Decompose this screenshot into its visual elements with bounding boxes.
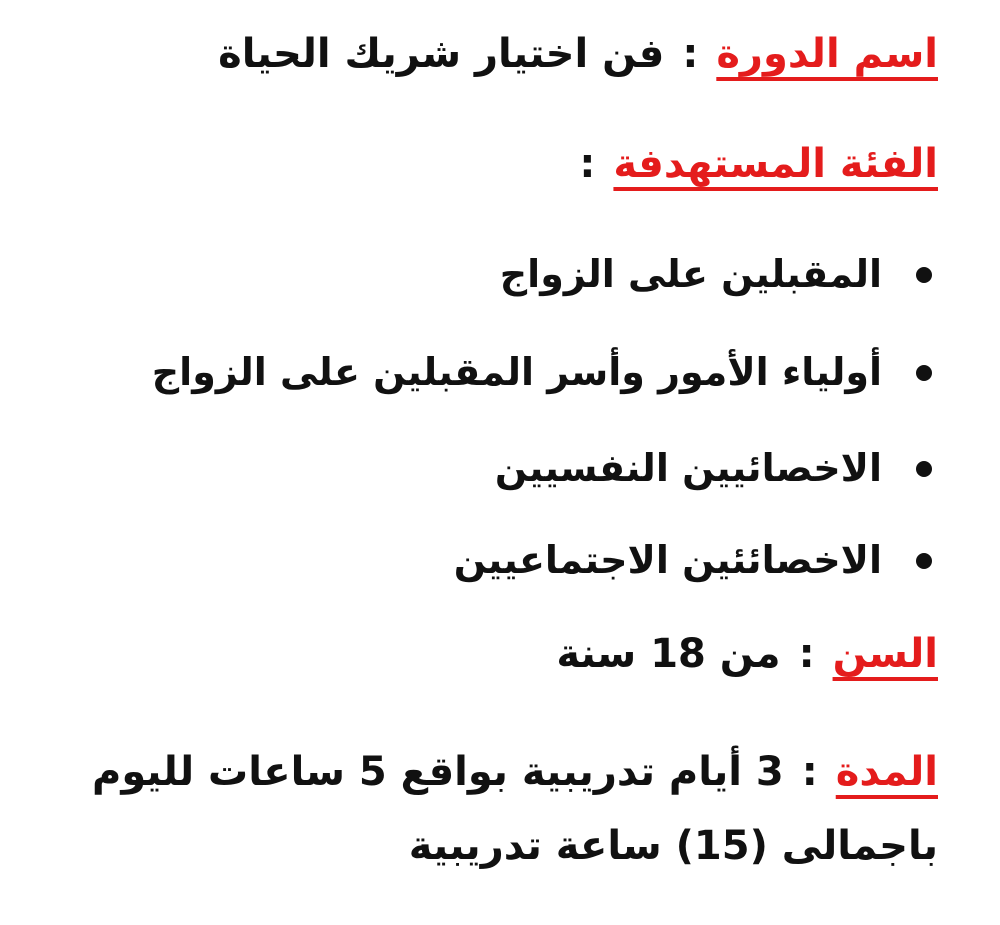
- bullet-dot-icon: [916, 365, 932, 381]
- duration-continuation-line: [40, 822, 938, 870]
- bullet-dot-icon: [916, 461, 932, 477]
- audience-list-item: [40, 538, 932, 584]
- duration-separator: :: [801, 749, 818, 795]
- course-name-separator: :: [682, 31, 699, 77]
- audience-list-item: [40, 350, 932, 396]
- audience-item-text: الاخصائئين الاجتماعيين: [453, 538, 882, 582]
- duration-value-line2: باجمالى (15) ساعة تدريبية: [408, 823, 938, 869]
- bullet-dot-icon: [916, 553, 932, 569]
- audience-heading-line: [40, 140, 938, 188]
- audience-item-text: أولياء الأمور وأسر المقبلين على الزواج: [151, 350, 882, 394]
- course-name-line: [40, 30, 938, 78]
- duration-label: المدة: [835, 749, 938, 795]
- audience-item-text: الاخصائيين النفسيين: [494, 446, 882, 490]
- audience-separator: :: [579, 141, 596, 187]
- age-value: من 18 سنة: [556, 631, 781, 677]
- audience-list-item: [40, 252, 932, 298]
- duration-line: [40, 748, 938, 796]
- bullet-dot-icon: [916, 267, 932, 283]
- course-name-label: اسم الدورة: [716, 31, 938, 77]
- age-line: [40, 630, 938, 678]
- course-name-value: فن اختيار شريك الحياة: [218, 31, 665, 77]
- audience-item-text: المقبلين على الزواج: [499, 252, 882, 296]
- age-label: السن: [832, 631, 938, 677]
- age-separator: :: [798, 631, 815, 677]
- duration-value-line1: 3 أيام تدريبية بواقع 5 ساعات لليوم: [92, 749, 784, 795]
- audience-list-item: [40, 446, 932, 492]
- audience-label: الفئة المستهدفة: [613, 141, 938, 187]
